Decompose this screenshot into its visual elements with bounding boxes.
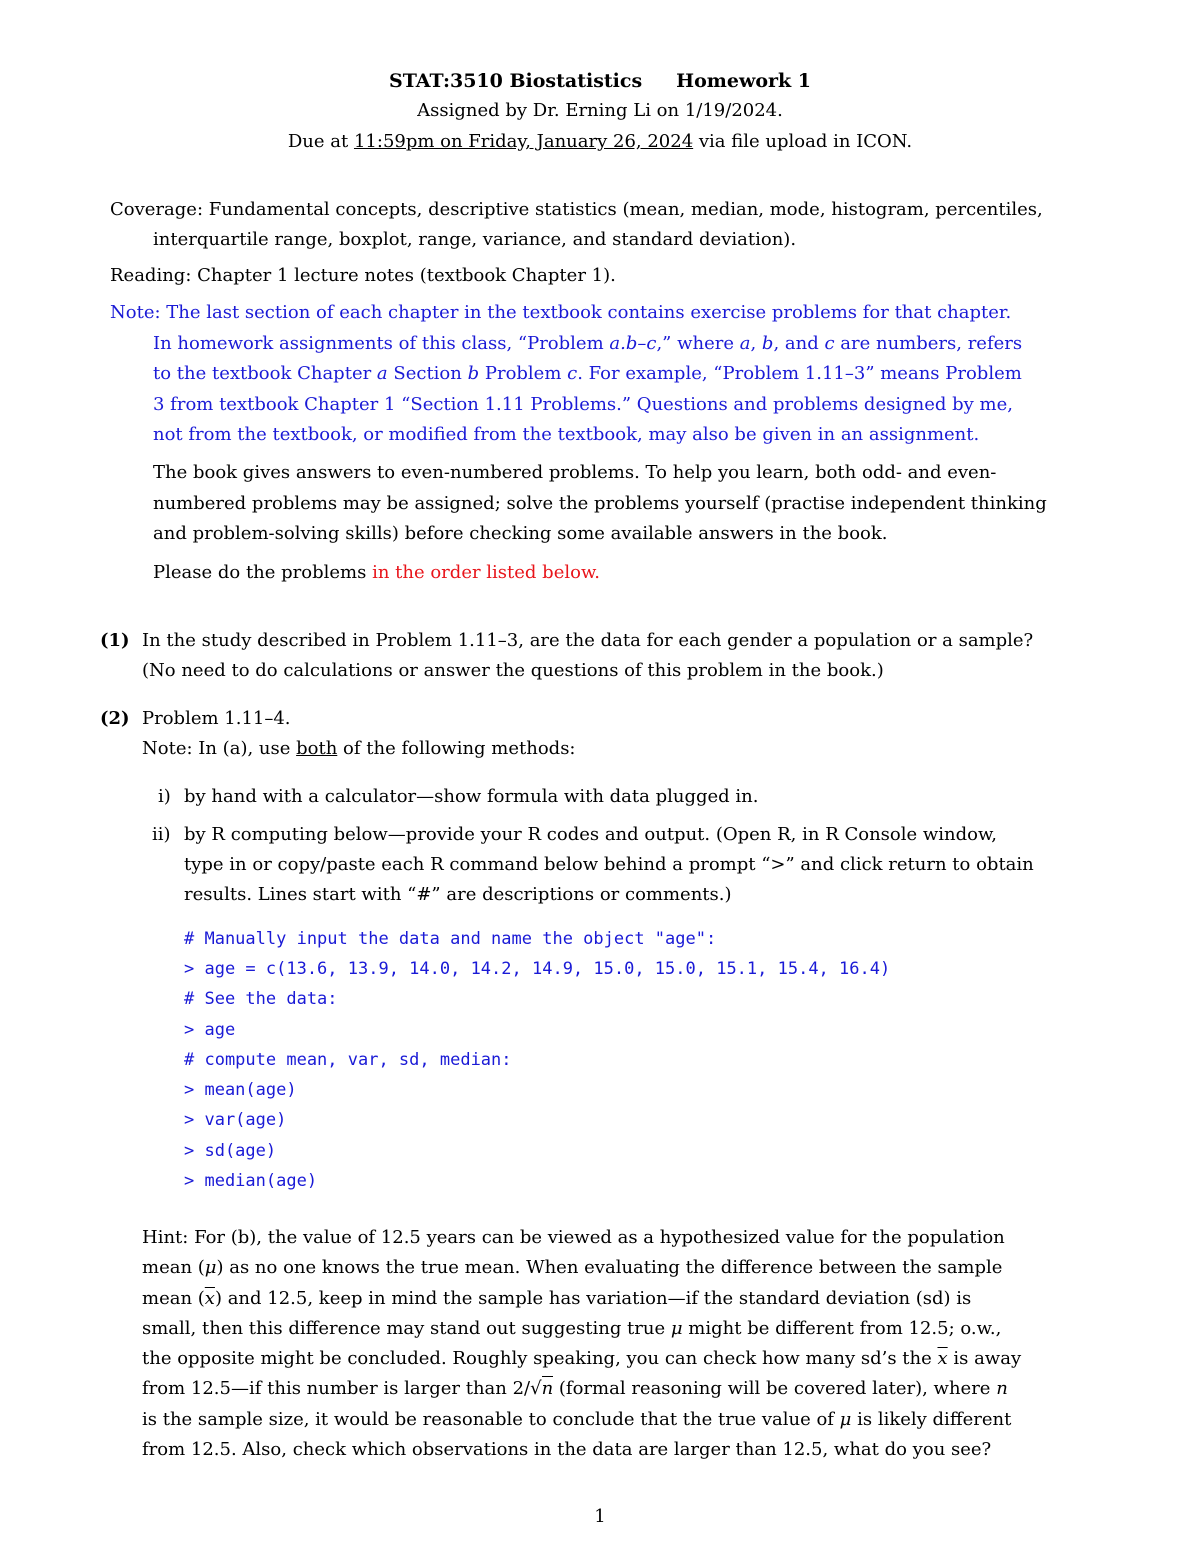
hint-line-3: mean $(\overline{x})$ and 12.5, keep in mind the sample has variation—if the standard deviation (sd) is [142,1288,972,1309]
note-line-3: to the textbook Chapter a Section b Problem c. For example, “Problem 1.11–3” means Problem [153,363,1022,384]
hint-line-6: from 12.5—if this number is larger than 2/√n (formal reasoning will be covered later), where n [142,1378,1008,1399]
method-ii-line-2: type in or copy/paste each R command below behind a prompt “>” and click return to obtain [184,854,1034,875]
method-ii-label: ii) [152,824,171,845]
code-line: # Manually input the data and name the object "age": [184,929,717,949]
note-line-2: In homework assignments of this class, “Problem a.b–c,” where a, b, and c are numbers, refers [153,333,1023,354]
course-name: STAT:3510 Biostatistics [388,70,643,92]
book-line-3: and problem-solving skills) before checking some available answers in the book. [153,523,888,544]
code-line: > mean(age) [184,1080,297,1100]
code-line: # compute mean, var, sd, median: [184,1050,512,1070]
note-line-1: Note: The last section of each chapter in the textbook contains exercise problems for that chapter. [110,302,1012,323]
coverage-line-2: interquartile range, boxplot, range, variance, and standard deviation). [153,229,797,250]
problem-1-number: (1) [100,630,130,651]
due-line: Due at 11:59pm on Friday, January 26, 2024 via file upload in ICON. [287,131,913,152]
method-ii-line-1: by R computing below—provide your R codes and output. (Open R, in R Console window, [184,824,997,845]
code-line: > var(age) [184,1110,287,1130]
coverage-line-1: Coverage: Fundamental concepts, descriptive statistics (mean, median, mode, histogram, percentiles, [110,199,1043,220]
page-number: 1 [594,1506,606,1527]
note-line-4: 3 from textbook Chapter 1 “Section 1.11 Problems.” Questions and problems designed by me, [153,394,1013,415]
problem-2-note: Note: In (a), use both of the following methods: [142,738,576,759]
code-line: > age = c(13.6, 13.9, 14.0, 14.2, 14.9, 15.0, 15.0, 15.1, 15.4, 16.4) [184,959,891,979]
hint-line-5: the opposite might be concluded. Roughly speaking, you can check how many sd’s the $\overline{x}$ is away [142,1348,1022,1369]
book-line-1: The book gives answers to even-numbered problems. To help you learn, both odd- and even- [153,462,997,483]
order-highlight: in the order listed below. [372,562,600,583]
book-line-2: numbered problems may be assigned; solve the problems yourself (practise independent thinking [153,493,1047,514]
reading-line: Reading: Chapter 1 lecture notes (textbook Chapter 1). [110,265,616,286]
method-ii-line-3: results. Lines start with “#” are descriptions or comments.) [184,884,732,905]
hint-line-1: Hint: For (b), the value of 12.5 years can be viewed as a hypothesized value for the population [142,1227,1005,1248]
code-line: # See the data: [184,989,338,1009]
assigned-line: Assigned by Dr. Erning Li on 1/19/2024. [417,100,783,121]
page-title [0,70,1200,92]
method-i-line-1: by hand with a calculator—show formula with data plugged in. [184,786,759,807]
due-date: 11:59pm on Friday, January 26, 2024 [353,131,694,152]
code-line: > sd(age) [184,1141,277,1161]
problem-1-line-1: In the study described in Problem 1.11–3, are the data for each gender a population or a sample? [142,630,1034,651]
problem-1-line-2: (No need to do calculations or answer the questions of this problem in the book.) [142,660,884,681]
hint-line-2: mean (μ) as no one knows the true mean. When evaluating the difference between the sample [142,1257,1003,1278]
order-line: Please do the problems in the order listed below. [153,562,600,583]
code-line: > median(age) [184,1171,318,1191]
homework-name: Homework 1 [676,70,812,92]
note-line-5: not from the textbook, or modified from the textbook, may also be given in an assignment. [153,424,980,445]
problem-2-title: Problem 1.11–4. [142,708,291,729]
method-i-label: i) [158,786,171,807]
hint-line-8: from 12.5. Also, check which observations in the data are larger than 12.5, what do you see? [142,1439,992,1460]
hint-line-7: is the sample size, it would be reasonable to conclude that the true value of μ is likely different [142,1409,1012,1430]
problem-2-number: (2) [100,708,130,729]
code-line: > age [184,1020,236,1040]
hint-line-4: small, then this difference may stand out suggesting true μ might be different from 12.5; o.w., [142,1318,1002,1339]
